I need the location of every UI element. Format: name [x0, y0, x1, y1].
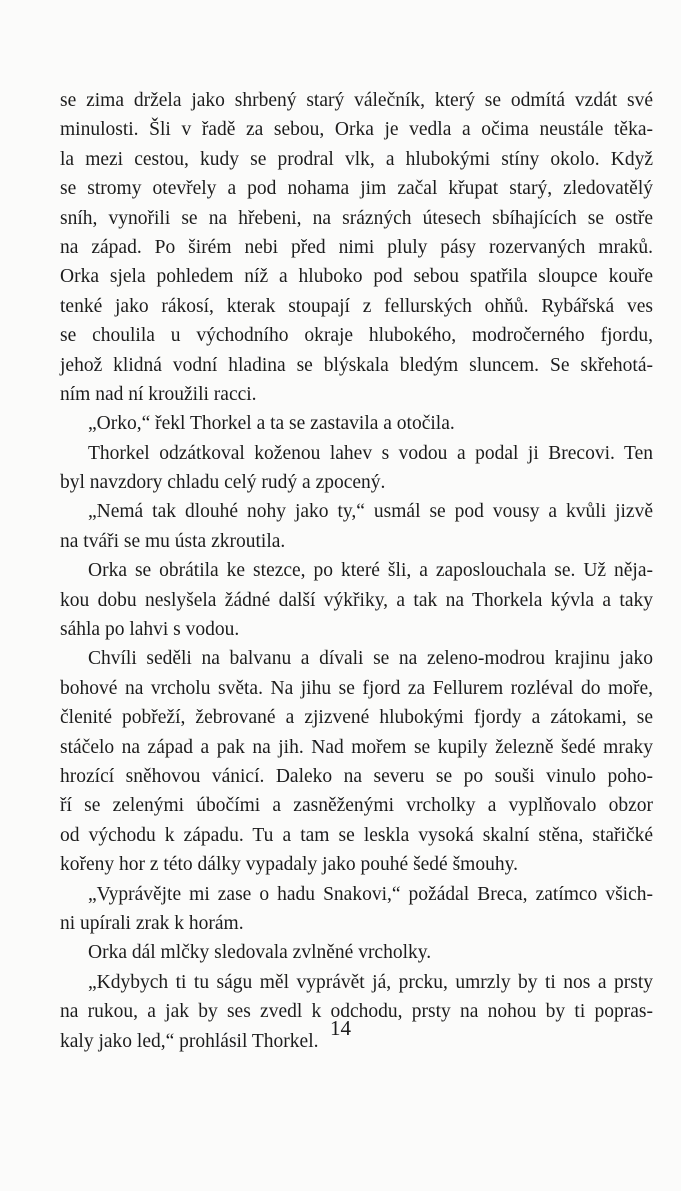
- text-line: Orka se obrátila ke stezce, po které šli, a zaposlouchala se. Už něja-: [88, 560, 653, 582]
- text-line: minulosti. Šli v řadě za sebou, Orka je vedla a očima neustále těka-: [60, 119, 653, 141]
- text-line: „Vyprávějte mi zase o hadu Snakovi,“ požádal Breca, zatímco všich-: [88, 883, 653, 905]
- text-line: „Nemá tak dlouhé nohy jako ty,“ usmál se pod vousy a kvůli jizvě: [88, 501, 653, 523]
- text-line: se choulila u východního okraje hlubokého, modročerného fjordu,: [60, 325, 653, 347]
- text-line: se stromy otevřely a pod nohama jim začal křupat starý, zledovatělý: [60, 178, 653, 200]
- text-line: Thorkel odzátkoval koženou lahev s vodou a podal ji Brecovi. Ten: [88, 442, 653, 464]
- text-line: tenké jako rákosí, kterak stoupají z fellurských ohňů. Rybářská ves: [60, 295, 653, 317]
- text-line: se zima držela jako shrbený starý válečník, který se odmítá vzdát své: [60, 90, 653, 111]
- text-line: ří se zelenými úbočími a zasněženými vrcholky a vyplňovalo obzor: [60, 795, 653, 817]
- text-line: Orka sjela pohledem níž a hluboko pod sebou spatřila sloupce kouře: [60, 266, 653, 288]
- text-line: členité pobřeží, žebrované a zjizvené hlubokými fjordy a zátokami, se: [60, 707, 653, 729]
- text-line: kořeny hor z této dálky vypadaly jako pouhé šedé šmouhy.: [60, 854, 518, 876]
- text-line: „Orko,“ řekl Thorkel a ta se zastavila a otočila.: [88, 413, 455, 435]
- text-line: Orka dál mlčky sledovala zvlněné vrcholky.: [88, 942, 432, 964]
- text-line: od východu k západu. Tu a tam se leskla vysoká skalní stěna, stařičké: [60, 824, 653, 846]
- text-line: ni upírali zrak k horám.: [60, 912, 244, 934]
- text-line: na rukou, a jak by ses zvedl k odchodu, prsty na nohou by ti popras-: [60, 1001, 653, 1023]
- text-line: bohové na vrcholu světa. Na jihu se fjord za Fellurem rozléval do moře,: [60, 677, 653, 699]
- body-text: [60, 86, 653, 1056]
- text-line: hrozící sněhovou vánicí. Daleko na severu se po souši vinulo poho-: [60, 765, 653, 787]
- text-line: na tváři se mu ústa zkroutila.: [60, 530, 286, 552]
- text-line: sáhla po lahvi s vodou.: [60, 619, 240, 641]
- text-line: na západ. Po širém nebi před nimi pluly pásy rozervaných mraků.: [60, 236, 653, 258]
- text-line: sníh, vynořili se na hřebeni, na srázných útesech sbíhajících se ostře: [60, 207, 653, 229]
- text-line: byl navzdory chladu celý rudý a zpocený.: [60, 472, 386, 494]
- text-line: kaly jako led,“ prohlásil Thorkel.: [60, 1030, 319, 1052]
- text-line: jehož klidná vodní hladina se blýskala bledým sluncem. Se skřehotá-: [60, 354, 653, 376]
- text-line: la mezi cestou, kudy se prodral vlk, a hlubokými stíny okolo. Když: [60, 148, 653, 170]
- text-line: stáčelo na západ a pak na jih. Nad mořem se kupily železně šedé mraky: [60, 736, 653, 758]
- text-line: Chvíli seděli na balvanu a dívali se na zeleno-modrou krajinu jako: [88, 648, 653, 670]
- text-line: kou dobu neslyšela žádné další výkřiky, a tak na Thorkela kývla a taky: [60, 589, 653, 611]
- text-line: ním nad ní kroužili racci.: [60, 383, 257, 405]
- text-line: „Kdybych ti tu ságu měl vyprávět já, prcku, umrzly by ti nos a prsty: [88, 971, 653, 993]
- page-number: 14: [330, 1016, 351, 1040]
